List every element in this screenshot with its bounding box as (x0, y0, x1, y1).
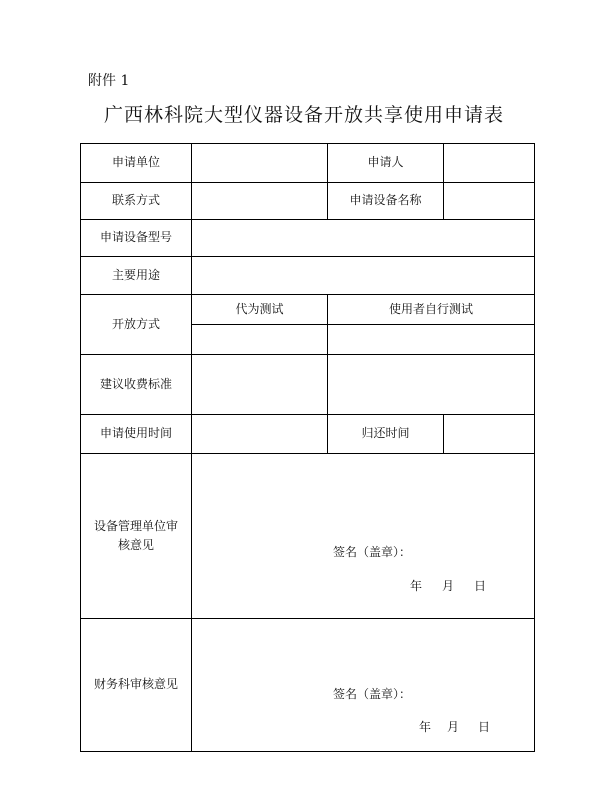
fee-self-field[interactable] (327, 354, 535, 415)
fee-standard-label: 建议收费标准 (80, 354, 192, 415)
open-mode-label: 开放方式 (80, 294, 192, 355)
equipment-model-label: 申请设备型号 (80, 219, 192, 257)
finance-month-label: 月 (447, 720, 460, 734)
finance-signature-label: 签名（盖章）： (333, 687, 412, 701)
form-title: 广西林科院大型仪器设备开放共享使用申请表 (103, 104, 504, 126)
equipment-name-field[interactable] (443, 182, 535, 220)
use-time-label: 申请使用时间 (80, 414, 192, 454)
mgmt-review-field[interactable] (191, 453, 535, 619)
applicant-unit-label: 申请单位 (80, 143, 192, 183)
mgmt-month-label: 月 (442, 579, 455, 593)
finance-year-label: 年 (419, 720, 432, 734)
mgmt-day-label: 日 (474, 579, 487, 593)
mgmt-review-label: 设备管理单位审核意见 (80, 453, 192, 619)
applicant-field[interactable] (443, 143, 535, 183)
mgmt-year-label: 年 (410, 579, 423, 593)
return-time-field[interactable] (443, 414, 535, 454)
equipment-model-field[interactable] (191, 219, 535, 257)
equipment-name-label: 申请设备名称 (327, 182, 444, 220)
use-time-field[interactable] (191, 414, 328, 454)
proxy-test-label: 代为测试 (191, 294, 328, 325)
finance-review-label: 财务科审核意见 (80, 618, 192, 752)
fee-proxy-field[interactable] (191, 354, 328, 415)
applicant-label: 申请人 (327, 143, 444, 183)
finance-day-label: 日 (478, 720, 491, 734)
self-test-field[interactable] (327, 324, 535, 355)
contact-label: 联系方式 (80, 182, 192, 220)
self-test-label: 使用者自行测试 (327, 294, 535, 325)
proxy-test-field[interactable] (191, 324, 328, 355)
main-use-field[interactable] (191, 256, 535, 295)
return-time-label: 归还时间 (327, 414, 444, 454)
applicant-unit-field[interactable] (191, 143, 328, 183)
mgmt-signature-label: 签名（盖章）： (333, 545, 412, 559)
contact-field[interactable] (191, 182, 328, 220)
main-use-label: 主要用途 (80, 256, 192, 295)
attachment-label: 附件 1 (88, 73, 130, 89)
